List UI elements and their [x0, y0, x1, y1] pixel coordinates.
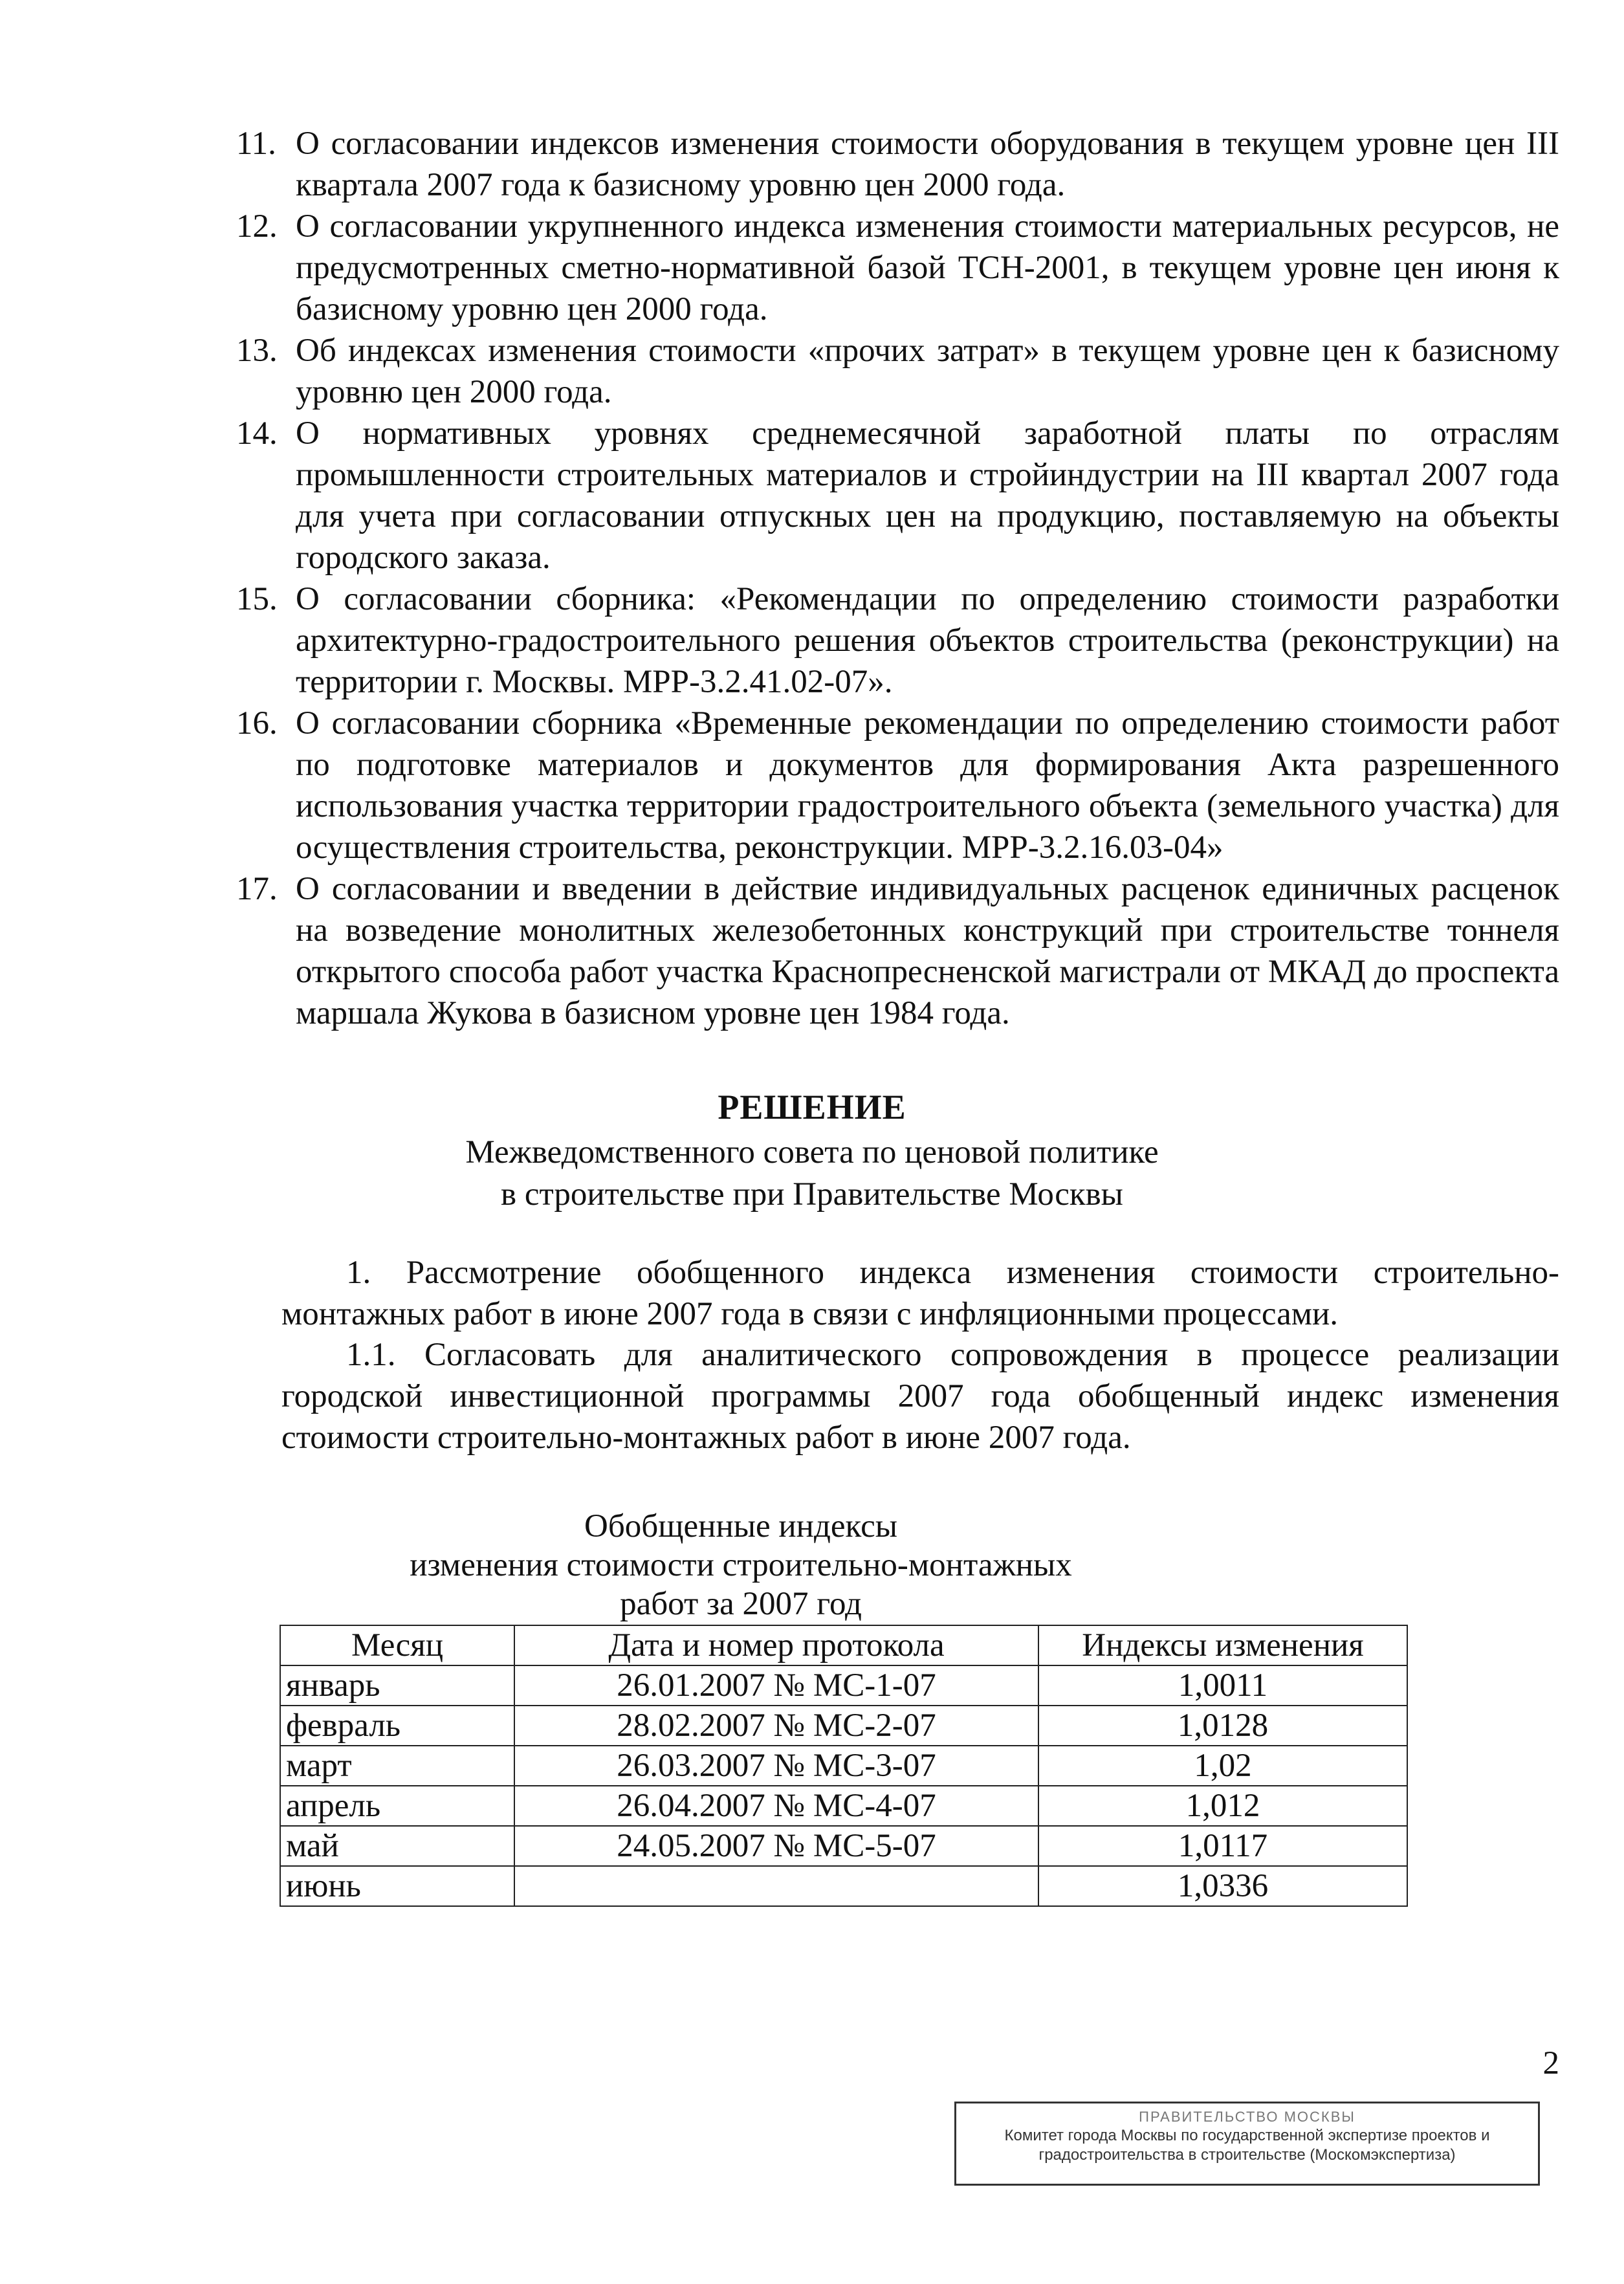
table-row	[280, 1826, 1407, 1866]
cell-index: 1,0011	[1038, 1665, 1407, 1706]
cell-protocol: 28.02.2007 № МС-2-07	[514, 1706, 1038, 1746]
cell-index: 1,0336	[1038, 1866, 1407, 1906]
table-caption-line2: изменения стоимости строительно-монтажных	[410, 1547, 1072, 1583]
agenda-item-number: 17.	[236, 871, 278, 907]
agenda-item-text: Об индексах изменения стоимости «прочих затрат» в текущем уровне цен к базисному уровню цен 2000 года.	[296, 333, 1559, 410]
table-row	[280, 1786, 1407, 1826]
cell-protocol: 24.05.2007 № МС-5-07	[514, 1826, 1038, 1866]
decision-paragraph-1: 1. Рассмотрение обобщенного индекса изменения стоимости строительно-монтажных работ в июне 2007 года в связи с инфляционными процессами.	[281, 1255, 1559, 1332]
cell-protocol: 26.03.2007 № МС-3-07	[514, 1746, 1038, 1786]
agenda-item	[236, 413, 1559, 578]
agenda-item-number: 13.	[236, 333, 278, 369]
agenda-item-text: О согласовании укрупненного индекса изменения стоимости материальных ресурсов, не предусмотренных сметно-нормативной базой ТСН-2001, в текущем уровне цен июня к базисному уровню цен 2000 года.	[296, 208, 1559, 327]
cell-protocol: 26.01.2007 № МС-1-07	[514, 1665, 1038, 1706]
agenda-list	[236, 123, 1559, 1034]
agenda-item	[236, 123, 1559, 206]
agenda-item-text: О согласовании сборника: «Рекомендации по определению стоимости разработки архитектурно-градостроительного решения объектов строительства (реконструкции) на территории г. Москвы. МРР-3.2.41.02-07».	[296, 581, 1559, 700]
decision-subtitle-line2: в строительстве при Правительстве Москвы	[501, 1176, 1123, 1213]
agenda-item-text: О согласовании индексов изменения стоимости оборудования в текущем уровне цен III квартала 2007 года к базисному уровню цен 2000 года.	[296, 126, 1559, 203]
cell-protocol: 26.04.2007 № МС-4-07	[514, 1786, 1038, 1826]
table-row	[280, 1866, 1407, 1906]
cell-protocol	[514, 1866, 1038, 1906]
agenda-item	[236, 330, 1559, 413]
agenda-item-text: О согласовании сборника «Временные рекомендации по определению стоимости работ по подготовке материалов и документов для формирования Акта разрешенного использования участка территории градостроительного объекта (земельного участка) для осуществления строительства, реконструкции. МРР-3.2.16.03-04»	[296, 705, 1559, 866]
table-row	[280, 1665, 1407, 1706]
stamp-line2: Комитет города Москвы по государственной экспертизе проектов и	[1004, 2127, 1490, 2144]
agenda-item	[236, 578, 1559, 703]
table-header-row	[280, 1625, 1407, 1665]
decision-title: РЕШЕНИЕ	[718, 1088, 906, 1126]
table-caption-line1: Обобщенные индексы	[584, 1508, 897, 1544]
agenda-item-text: О согласовании и введении в действие индивидуальных расценок единичных расценок на возведение монолитных железобетонных конструкций при строительстве тоннеля открытого способа работ участка Краснопресненской магистрали от МКАД до проспекта маршала Жукова в базисном уровне цен 1984 года.	[296, 871, 1559, 1031]
agenda-item	[236, 868, 1559, 1034]
cell-index: 1,012	[1038, 1786, 1407, 1826]
stamp-line1: ПРАВИТЕЛЬСТВО МОСКВЫ	[1139, 2109, 1355, 2125]
agenda-item-number: 14.	[236, 415, 278, 452]
cell-index: 1,02	[1038, 1746, 1407, 1786]
header-index: Индексы изменения	[1038, 1625, 1407, 1665]
agenda-item-number: 11.	[236, 126, 276, 162]
agenda-item-number: 16.	[236, 705, 278, 741]
table-caption-line3: работ за 2007 год	[620, 1586, 862, 1622]
decision-paragraph-1-1: 1.1. Согласовать для аналитического сопровождения в процессе реализации городской инвестиционной программы 2007 года обобщенный индекс изменения стоимости строительно-монтажных работ в июне 2007 года.	[281, 1337, 1559, 1456]
agenda-item-number: 12.	[236, 208, 278, 245]
cell-month: май	[280, 1826, 514, 1866]
agenda-item	[236, 206, 1559, 330]
table-row	[280, 1706, 1407, 1746]
table-row	[280, 1746, 1407, 1786]
header-month: Месяц	[280, 1625, 514, 1665]
header-protocol: Дата и номер протокола	[514, 1625, 1038, 1665]
stamp-line3: градостроительства в строительстве (Москомэкспертиза)	[1038, 2146, 1456, 2164]
registration-stamp	[954, 2102, 1540, 2186]
page-number: 2	[1542, 2045, 1559, 2081]
agenda-item-text: О нормативных уровнях среднемесячной заработной платы по отраслям промышленности строительных материалов и стройиндустрии на III квартал 2007 года для учета при согласовании отпускных цен на продукцию, поставляемую на объекты городского заказа.	[296, 415, 1559, 576]
cell-month: июнь	[280, 1866, 514, 1906]
cell-month: март	[280, 1746, 514, 1786]
cell-month: февраль	[280, 1706, 514, 1746]
cell-index: 1,0128	[1038, 1706, 1407, 1746]
agenda-item-number: 15.	[236, 581, 278, 617]
index-table	[280, 1625, 1408, 1907]
cell-month: апрель	[280, 1786, 514, 1826]
cell-month: январь	[280, 1665, 514, 1706]
cell-index: 1,0117	[1038, 1826, 1407, 1866]
agenda-item	[236, 703, 1559, 868]
decision-subtitle-line1: Межведомственного совета по ценовой политике	[465, 1134, 1159, 1170]
